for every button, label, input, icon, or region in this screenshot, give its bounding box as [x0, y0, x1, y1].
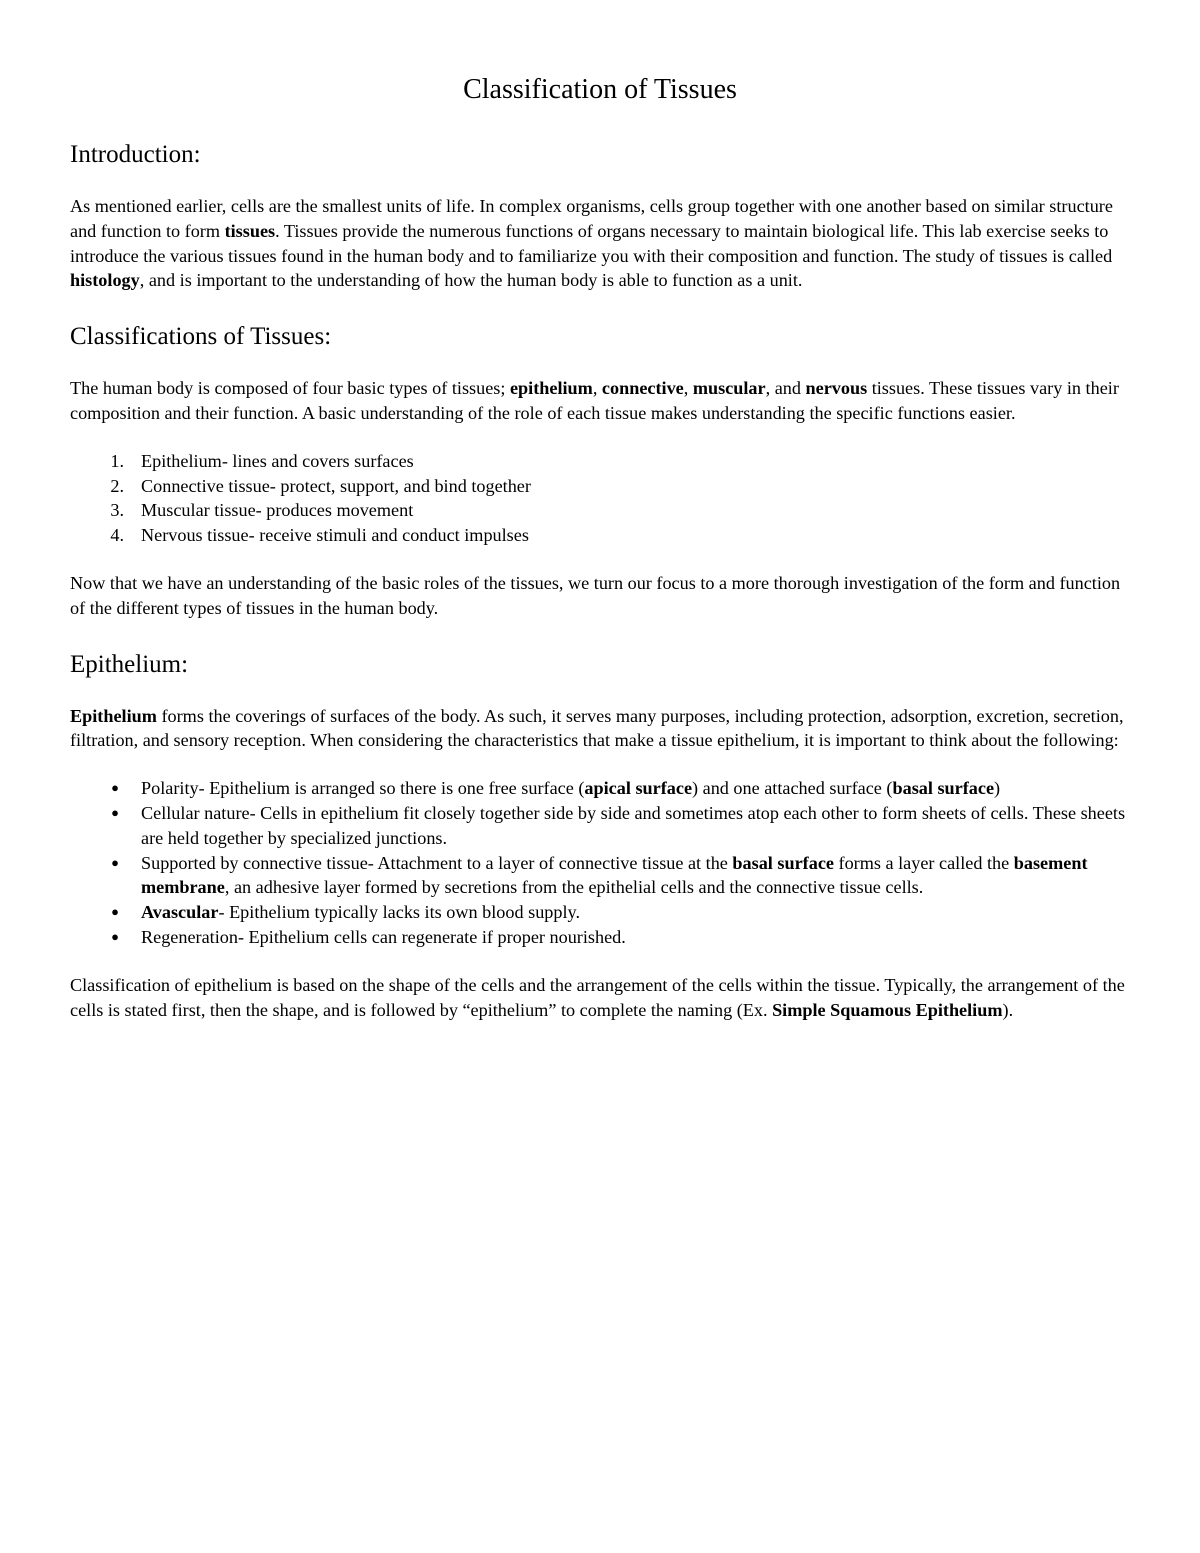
- epithelium-characteristics-list: [70, 776, 1130, 950]
- list-item-text: Epithelium- lines and covers surfaces: [141, 450, 414, 471]
- intro-heading: Introduction:: [70, 141, 201, 168]
- bullet-text: forms a layer called the: [833, 852, 1014, 873]
- intro-text-1: As mentioned earlier, cells are the smallest units of life. In complex organisms, cells group together with one another based on similar structure and function to form: [70, 196, 1113, 241]
- bullet-icon: ●: [111, 904, 119, 920]
- intro-text-2: . Tissues provide the numerous functions of organs necessary to maintain biological life. This lab exercise seeks to introduce the various tissues found in the human body and to familiarize you with their composition and function. The study of tissues is called: [70, 220, 1113, 266]
- term-muscular: muscular: [692, 378, 766, 399]
- term-avascular: Avascular: [141, 902, 219, 923]
- list-item: [70, 449, 1130, 474]
- list-item-text: Connective tissue- protect, support, and bind together: [141, 475, 531, 496]
- term-basal-surface: basal surface: [732, 852, 834, 873]
- bullet-text: Regeneration- Epithelium cells can regenerate if proper nourished.: [141, 926, 626, 947]
- list-item: [70, 498, 1130, 523]
- intro-text-3: , and is important to the understanding of how the human body is able to function as a unit.: [139, 270, 803, 291]
- bullet-text: , an adhesive layer formed by secretions from the epithelial cells and the connective tissue cells.: [224, 877, 924, 898]
- classifications-text-2: tissues. These tissues vary in their composition and their function. A basic understanding of the role of each tissue makes understanding the specific functions easier.: [70, 378, 1119, 423]
- separator: ,: [592, 378, 602, 399]
- intro-term-tissues: tissues: [224, 220, 276, 241]
- list-item: [70, 523, 1130, 548]
- separator: , and: [765, 378, 806, 399]
- document-page: [70, 70, 1130, 1045]
- epithelium-text: forms the coverings of surfaces of the body. As such, it serves many purposes, including protection, adsorption, excretion, secretion, filtration, and sensory reception. When considering the characteristics that make a tissue epithelium, it is important to think about the following:: [70, 705, 1124, 751]
- term-apical-surface: apical surface: [584, 778, 693, 799]
- classifications-heading: Classifications of Tissues:: [70, 323, 332, 351]
- bullet-text: Polarity- Epithelium is arranged so there is one free surface (: [141, 778, 585, 799]
- intro-paragraph: [70, 194, 1130, 293]
- term-basement-membrane: basement membrane: [141, 852, 1088, 898]
- bullet-icon: ●: [111, 854, 119, 870]
- classification-text-2: ).: [1002, 999, 1014, 1020]
- list-item-text: Nervous tissue- receive stimuli and conduct impulses: [141, 525, 529, 546]
- classifications-paragraph: [70, 376, 1130, 426]
- term-simple-squamous: Simple Squamous Epithelium: [772, 999, 1003, 1020]
- bullet-text: ): [994, 778, 1001, 799]
- list-number: 1.: [110, 450, 124, 471]
- bullet-text: Supported by connective tissue- Attachment to a layer of connective tissue at the: [141, 852, 733, 873]
- list-item: [70, 776, 1130, 801]
- separator: ,: [683, 378, 693, 399]
- list-number: 3.: [110, 500, 124, 521]
- classifications-text-1: The human body is composed of four basic types of tissues;: [70, 378, 510, 399]
- bullet-text: ) and one attached surface (: [692, 778, 893, 799]
- term-connective: connective: [601, 378, 684, 399]
- list-item: [70, 851, 1130, 901]
- classification-text-1: Classification of epithelium is based on the shape of the cells and the arrangement of the cells within the tissue. Typically, the arrangement of the cells is stated first, then the shape, and is followed by “epithelium” to complete the naming (Ex.: [70, 974, 1125, 1020]
- intro-term-histology: histology: [70, 270, 140, 291]
- epithelium-paragraph: [70, 704, 1130, 754]
- bullet-icon: ●: [111, 928, 119, 944]
- bullet-icon: ●: [111, 780, 119, 796]
- bullet-icon: ●: [111, 804, 119, 820]
- list-item: [70, 474, 1130, 499]
- term-nervous: nervous: [805, 378, 868, 399]
- epithelium-classification-paragraph: [70, 973, 1130, 1023]
- list-number: 2.: [110, 475, 124, 496]
- transition-paragraph: Now that we have an understanding of the basic roles of the tissues, we turn our focus to a more thorough investigation of the form and function of the different types of tissues in the human body.: [70, 572, 1121, 618]
- term-epithelium-lead: Epithelium: [70, 705, 157, 726]
- list-item-text: Muscular tissue- produces movement: [141, 500, 414, 521]
- tissue-types-list: [70, 449, 1130, 548]
- page-title: Classification of Tissues: [463, 74, 737, 105]
- list-item: [70, 925, 1130, 950]
- bullet-text: Cellular nature- Cells in epithelium fit closely together side by side and sometimes atop each other to form sheets of cells. These sheets are held together by specialized junctions.: [141, 802, 1126, 848]
- bullet-text: - Epithelium typically lacks its own blood supply.: [218, 902, 580, 923]
- term-epithelium: epithelium: [509, 378, 593, 399]
- term-basal-surface: basal surface: [892, 778, 995, 799]
- list-item: [70, 900, 1130, 925]
- list-item: [70, 801, 1130, 851]
- epithelium-heading: Epithelium:: [70, 650, 189, 678]
- list-number: 4.: [110, 525, 124, 546]
